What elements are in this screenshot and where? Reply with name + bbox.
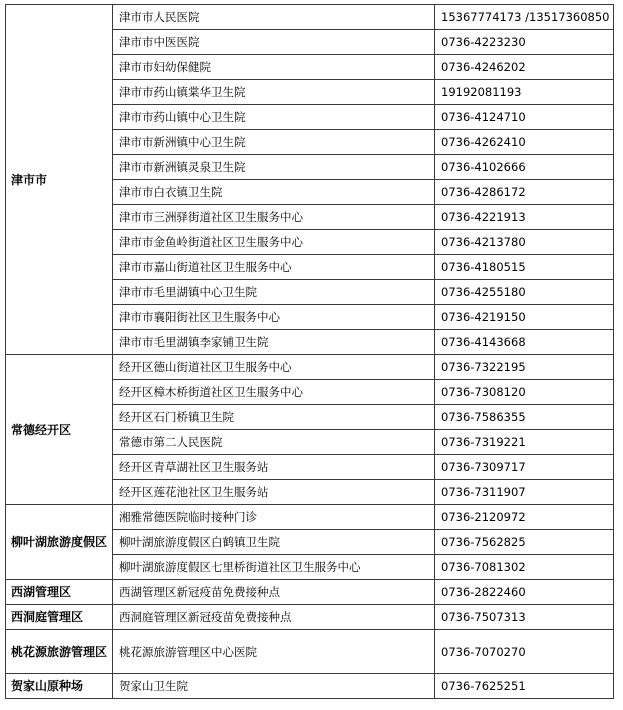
site-name-cell: 柳叶湖旅游度假区七里桥街道社区卫生服务中心	[113, 555, 435, 580]
site-name-cell: 桃花源旅游管理区中心医院	[113, 630, 435, 674]
phone-cell: 0736-7308120	[435, 380, 614, 405]
phone-cell: 0736-4213780	[435, 230, 614, 255]
site-name-cell: 津市市新洲镇中心卫生院	[113, 130, 435, 155]
phone-cell: 0736-4102666	[435, 155, 614, 180]
site-name-cell: 津市市药山镇中心卫生院	[113, 105, 435, 130]
table-row	[6, 674, 614, 699]
site-name-cell: 津市市金鱼岭街道社区卫生服务中心	[113, 230, 435, 255]
table-row	[6, 355, 614, 380]
phone-cell: 0736-7562825	[435, 530, 614, 555]
site-name-cell: 津市市白衣镇卫生院	[113, 180, 435, 205]
site-name-cell: 津市市人民医院	[113, 5, 435, 30]
phone-cell: 0736-7309717	[435, 455, 614, 480]
phone-cell: 0736-7322195	[435, 355, 614, 380]
table-row	[6, 630, 614, 674]
region-name-cell: 西湖管理区	[6, 580, 113, 605]
site-name-cell: 柳叶湖旅游度假区白鹤镇卫生院	[113, 530, 435, 555]
site-name-cell: 津市市药山镇棠华卫生院	[113, 80, 435, 105]
phone-cell: 0736-7070270	[435, 630, 614, 674]
site-name-cell: 经开区青草湖社区卫生服务站	[113, 455, 435, 480]
site-name-cell: 津市市嘉山街道社区卫生服务中心	[113, 255, 435, 280]
phone-cell: 0736-4262410	[435, 130, 614, 155]
site-name-cell: 贺家山卫生院	[113, 674, 435, 699]
table-body	[6, 5, 614, 699]
table-row	[6, 580, 614, 605]
site-name-cell: 津市市新洲镇灵泉卫生院	[113, 155, 435, 180]
phone-cell: 0736-4223230	[435, 30, 614, 55]
site-name-cell: 西洞庭管理区新冠疫苗免费接种点	[113, 605, 435, 630]
site-name-cell: 津市市三洲驿街道社区卫生服务中心	[113, 205, 435, 230]
site-name-cell: 经开区莲花池社区卫生服务站	[113, 480, 435, 505]
phone-cell: 0736-4180515	[435, 255, 614, 280]
site-name-cell: 经开区樟木桥街道社区卫生服务中心	[113, 380, 435, 405]
phone-cell: 0736-2120972	[435, 505, 614, 530]
site-name-cell: 常德市第二人民医院	[113, 430, 435, 455]
region-name-cell: 西洞庭管理区	[6, 605, 113, 630]
site-name-cell: 津市市中医医院	[113, 30, 435, 55]
phone-cell: 15367774173 /13517360850	[435, 5, 614, 30]
phone-cell: 0736-4219150	[435, 305, 614, 330]
region-name-cell: 常德经开区	[6, 355, 113, 505]
phone-cell: 0736-7311907	[435, 480, 614, 505]
phone-cell: 0736-7586355	[435, 405, 614, 430]
region-name-cell: 津市市	[6, 5, 113, 355]
region-name-cell: 贺家山原种场	[6, 674, 113, 699]
table-row	[6, 5, 614, 30]
region-name-cell: 桃花源旅游管理区	[6, 630, 113, 674]
phone-cell: 0736-4255180	[435, 280, 614, 305]
phone-cell: 0736-7625251	[435, 674, 614, 699]
phone-cell: 0736-4286172	[435, 180, 614, 205]
phone-cell: 0736-7081302	[435, 555, 614, 580]
phone-cell: 0736-4143668	[435, 330, 614, 355]
site-name-cell: 经开区石门桥镇卫生院	[113, 405, 435, 430]
site-name-cell: 津市市襄阳街社区卫生服务中心	[113, 305, 435, 330]
phone-cell: 0736-4124710	[435, 105, 614, 130]
vaccination-sites-table	[5, 4, 614, 699]
site-name-cell: 津市市毛里湖镇李家铺卫生院	[113, 330, 435, 355]
site-name-cell: 津市市毛里湖镇中心卫生院	[113, 280, 435, 305]
site-name-cell: 津市市妇幼保健院	[113, 55, 435, 80]
site-name-cell: 西湖管理区新冠疫苗免费接种点	[113, 580, 435, 605]
site-name-cell: 湘雅常德医院临时接种门诊	[113, 505, 435, 530]
phone-cell: 19192081193	[435, 80, 614, 105]
phone-cell: 0736-4246202	[435, 55, 614, 80]
phone-cell: 0736-4221913	[435, 205, 614, 230]
table-row	[6, 505, 614, 530]
phone-cell: 0736-7319221	[435, 430, 614, 455]
table-row	[6, 605, 614, 630]
region-name-cell: 柳叶湖旅游度假区	[6, 505, 113, 580]
phone-cell: 0736-2822460	[435, 580, 614, 605]
site-name-cell: 经开区德山街道社区卫生服务中心	[113, 355, 435, 380]
phone-cell: 0736-7507313	[435, 605, 614, 630]
